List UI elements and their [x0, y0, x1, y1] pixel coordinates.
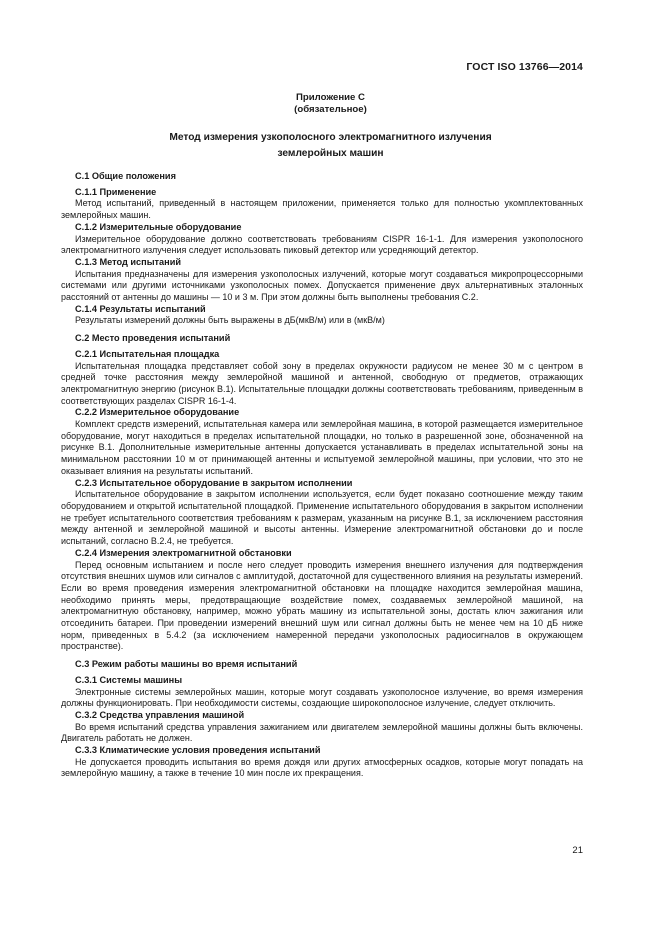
section-heading-c2-2: С.2.2 Измерительное оборудование — [75, 407, 240, 418]
main-title-line-1: Метод измерения узкополосного электромагнитного излучения — [169, 132, 492, 143]
section-heading-c1-1: С.1.1 Применение — [75, 186, 157, 197]
standard-designation: ГОСТ ISO 13766—2014 — [466, 61, 583, 73]
paragraph-c2-2: Комплект средств измерений, испытательная камера или землеройная машина, в которой размещается измерительное оборудование, могут находиться в пределах испытательной площадки, но только в разрешенной зоне, обозначенной на рисунке В.1. Дополнительные измерительные антенны допускается устанавливать в пределах испытательной зоны на минимальном расстоянии 10 м от принимающей антенны и испытуемой землеройной машины, при условии, что это не оказывает влияния на результаты испытаний. — [61, 419, 583, 476]
section-heading-c3-1: С.3.1 Системы машины — [75, 674, 183, 685]
paragraph-c2-1: Испытательная площадка представляет собой зону в пределах окружности радиусом не менее 30 м с центром в средней точке расстояния между землеройной машиной и антенной, свободную от предметов, отражающих электромагнитную энергию (рисунок В.1). Испытательные площадки должны соответствовать требованиям, приведенным в соответствующих разделах CISPR 16-1-4. — [61, 360, 583, 406]
annex-title: Приложение С — [296, 92, 365, 103]
paragraph-c2-4: Перед основным испытанием и после него следует проводить измерения внешнего излучения для подтверждения отсутствия внешних шумов или сигналов с амплитудой, достаточной для существенного влияния на результаты измерений. Если во время проведения измерения электромагнитной обстановки на площадке находится землеройная машина, необходимо принять меры, предотвращающие воздействие помех, создаваемых землеройной машиной, на электромагнитную обстановку, например, можно убрать машину из испытательной зоны, достать ключ зажигания или отсоединить батареи. При проведении измерений внешний шум или сигнал должны быть не менее чем на 10 дБ ниже норм, приведенных в 5.4.2 (за исключением намеренной передачи узкополосных радиосигналов в окружающем пространстве). — [61, 559, 583, 652]
section-heading-c3: С.3 Режим работы машины во время испытаний — [75, 659, 298, 670]
paragraph-c3-3: Не допускается проводить испытания во время дождя или других атмосферных осадков, которые могут попадать на землеройную машину, а также в течение 10 мин после их прекращения. — [61, 756, 583, 779]
paragraph-c1-1: Метод испытаний, приведенный в настоящем приложении, применяется только для полностью укомплектованных землеройных машин. — [61, 198, 583, 221]
paragraph-c1-3: Испытания предназначены для измерения узкополосных излучений, которые могут создаваться микропроцессорными системами или другими источниками узкополосных помех. Допускается применение двух альтернативных эталонных расстояний от антенны до машины — 10 и 3 м. При этом должны быть выполнены требования С.2. — [61, 268, 583, 303]
main-title-line-2: землеройных машин — [277, 148, 384, 159]
section-heading-c1: С.1 Общие положения — [75, 171, 176, 181]
section-heading-c3-2: С.3.2 Средства управления машиной — [75, 709, 245, 720]
section-heading-c1-4: С.1.4 Результаты испытаний — [75, 303, 206, 314]
section-heading-c1-2: С.1.2 Измерительные оборудование — [75, 221, 242, 232]
paragraph-c1-4: Результаты измерений должны быть выражены в дБ(мкВ/м) или в (мкВ/м) — [75, 315, 385, 326]
section-heading-c2-1: С.2.1 Испытательная площадка — [75, 348, 220, 359]
section-heading-c3-3: С.3.3 Климатические условия проведения испытаний — [75, 745, 321, 756]
paragraph-c3-2: Во время испытаний средства управления зажиганием или двигателем землеройной машины должны быть включены. Двигатель работать не должен. — [61, 721, 583, 744]
paragraph-c1-2: Измерительное оборудование должно соответствовать требованиям CISPR 16-1-1. Для измерения узкополосного электромагнитного излучения следует использовать пиковый детектор или усредняющий детектор. — [61, 233, 583, 256]
annex-status: (обязательное) — [294, 104, 367, 115]
paragraph-c2-3: Испытательное оборудование в закрытом исполнении используется, если будет показано соотношение между таким оборудованием и открытой испытательной площадкой. Применение испытательного оборудования в закрытом исполнении не требует испытательного соответствия требованиям к размерам, указанным на рисунке В.1, за исключением расстояния между антенной и землеройной машиной и высоты антенны. Измерение электромагнитной обстановки до и после испытаний, согласно В.2.4, не требуется. — [61, 489, 583, 547]
section-heading-c2-3: С.2.3 Испытательное оборудование в закрытом исполнении — [75, 477, 353, 488]
paragraph-c3-1: Электронные системы землеройных машин, которые могут создавать узкополосное излучение, во время измерения должны функционировать. При необходимости системы, создающие широкополосное излучение, следует отключить. — [61, 686, 583, 709]
annex-main-title — [0, 130, 661, 162]
document-body — [61, 171, 583, 780]
annex-heading — [0, 92, 661, 116]
section-heading-c2: С.2 Место проведения испытаний — [75, 333, 231, 344]
section-heading-c1-3: С.1.3 Метод испытаний — [75, 256, 182, 267]
section-heading-c2-4: С.2.4 Измерения электромагнитной обстановки — [75, 547, 292, 558]
page-number: 21 — [572, 845, 583, 856]
